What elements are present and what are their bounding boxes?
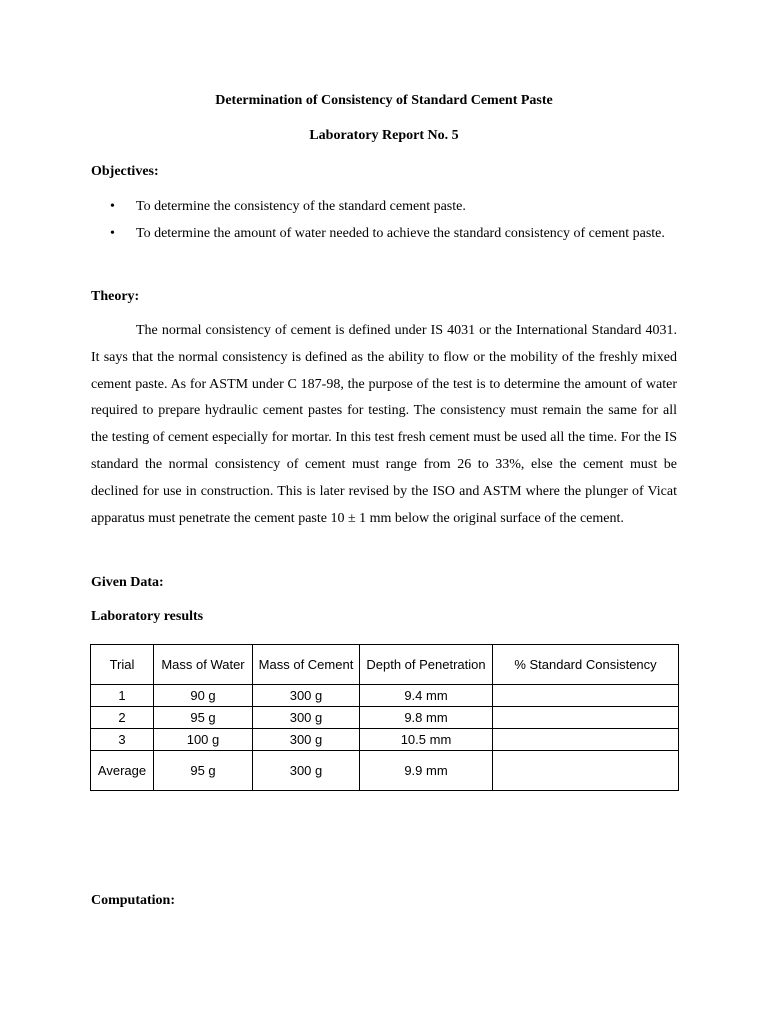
table-header-row [91,645,679,685]
theory-paragraph: The normal consistency of cement is defined under IS 4031 or the International Standard 4031. It says that the normal consistency is defined as the ability to flow or the mobility of the freshly mixed cement paste. As for ASTM under C 187-98, the purpose of the test is to determine the amount of water required to prepare hydraulic cement pastes for testing. The consistency must remain the same for all the testing of cement especially for mortar. In this test fresh cement must be used all the time. For the IS standard the normal consistency of cement must range from 26 to 33%, else the cement must be declined for use in construction. This is later revised by the ISO and ASTM where the plunger of Vicat apparatus must penetrate the cement paste 10 ± 1 mm below the original surface of the cement. [91,323,677,526]
cell-cement: 300 g [253,751,360,791]
document-title: Determination of Consistency of Standard Cement Paste [215,93,553,108]
cell-trial: Average [91,751,154,791]
table-row [91,729,679,751]
cell-water: 100 g [154,729,253,751]
header-trial: Trial [91,645,154,685]
table-row [91,685,679,707]
cell-cement: 300 g [253,729,360,751]
cell-consistency [493,685,679,707]
cell-cement: 300 g [253,707,360,729]
cell-trial: 3 [91,729,154,751]
theory-heading: Theory: [91,289,140,304]
laboratory-results-heading: Laboratory results [91,609,204,624]
cell-water: 95 g [154,707,253,729]
objectives-heading: Objectives: [91,164,159,179]
table-row [91,751,679,791]
report-number: Laboratory Report No. 5 [309,128,459,143]
header-mass-of-water: Mass of Water [154,645,253,685]
objective-text: To determine the amount of water needed to achieve the standard consistency of cement paste. [136,226,665,241]
table-row [91,707,679,729]
cell-consistency [493,751,679,791]
cell-trial: 1 [91,685,154,707]
header-mass-of-cement: Mass of Cement [253,645,360,685]
cell-depth: 9.8 mm [360,707,493,729]
cell-depth: 10.5 mm [360,729,493,751]
bullet-icon: • [110,199,115,214]
header-depth-of-penetration: Depth of Penetration [360,645,493,685]
cell-water: 90 g [154,685,253,707]
cell-consistency [493,707,679,729]
bullet-icon: • [110,226,115,241]
objective-text: To determine the consistency of the standard cement paste. [136,199,466,214]
computation-heading: Computation: [91,893,176,908]
cell-water: 95 g [154,751,253,791]
given-data-heading: Given Data: [91,575,164,590]
results-table [90,644,679,791]
cell-cement: 300 g [253,685,360,707]
header-standard-consistency: % Standard Consistency [493,645,679,685]
cell-depth: 9.4 mm [360,685,493,707]
cell-trial: 2 [91,707,154,729]
cell-depth: 9.9 mm [360,751,493,791]
cell-consistency [493,729,679,751]
